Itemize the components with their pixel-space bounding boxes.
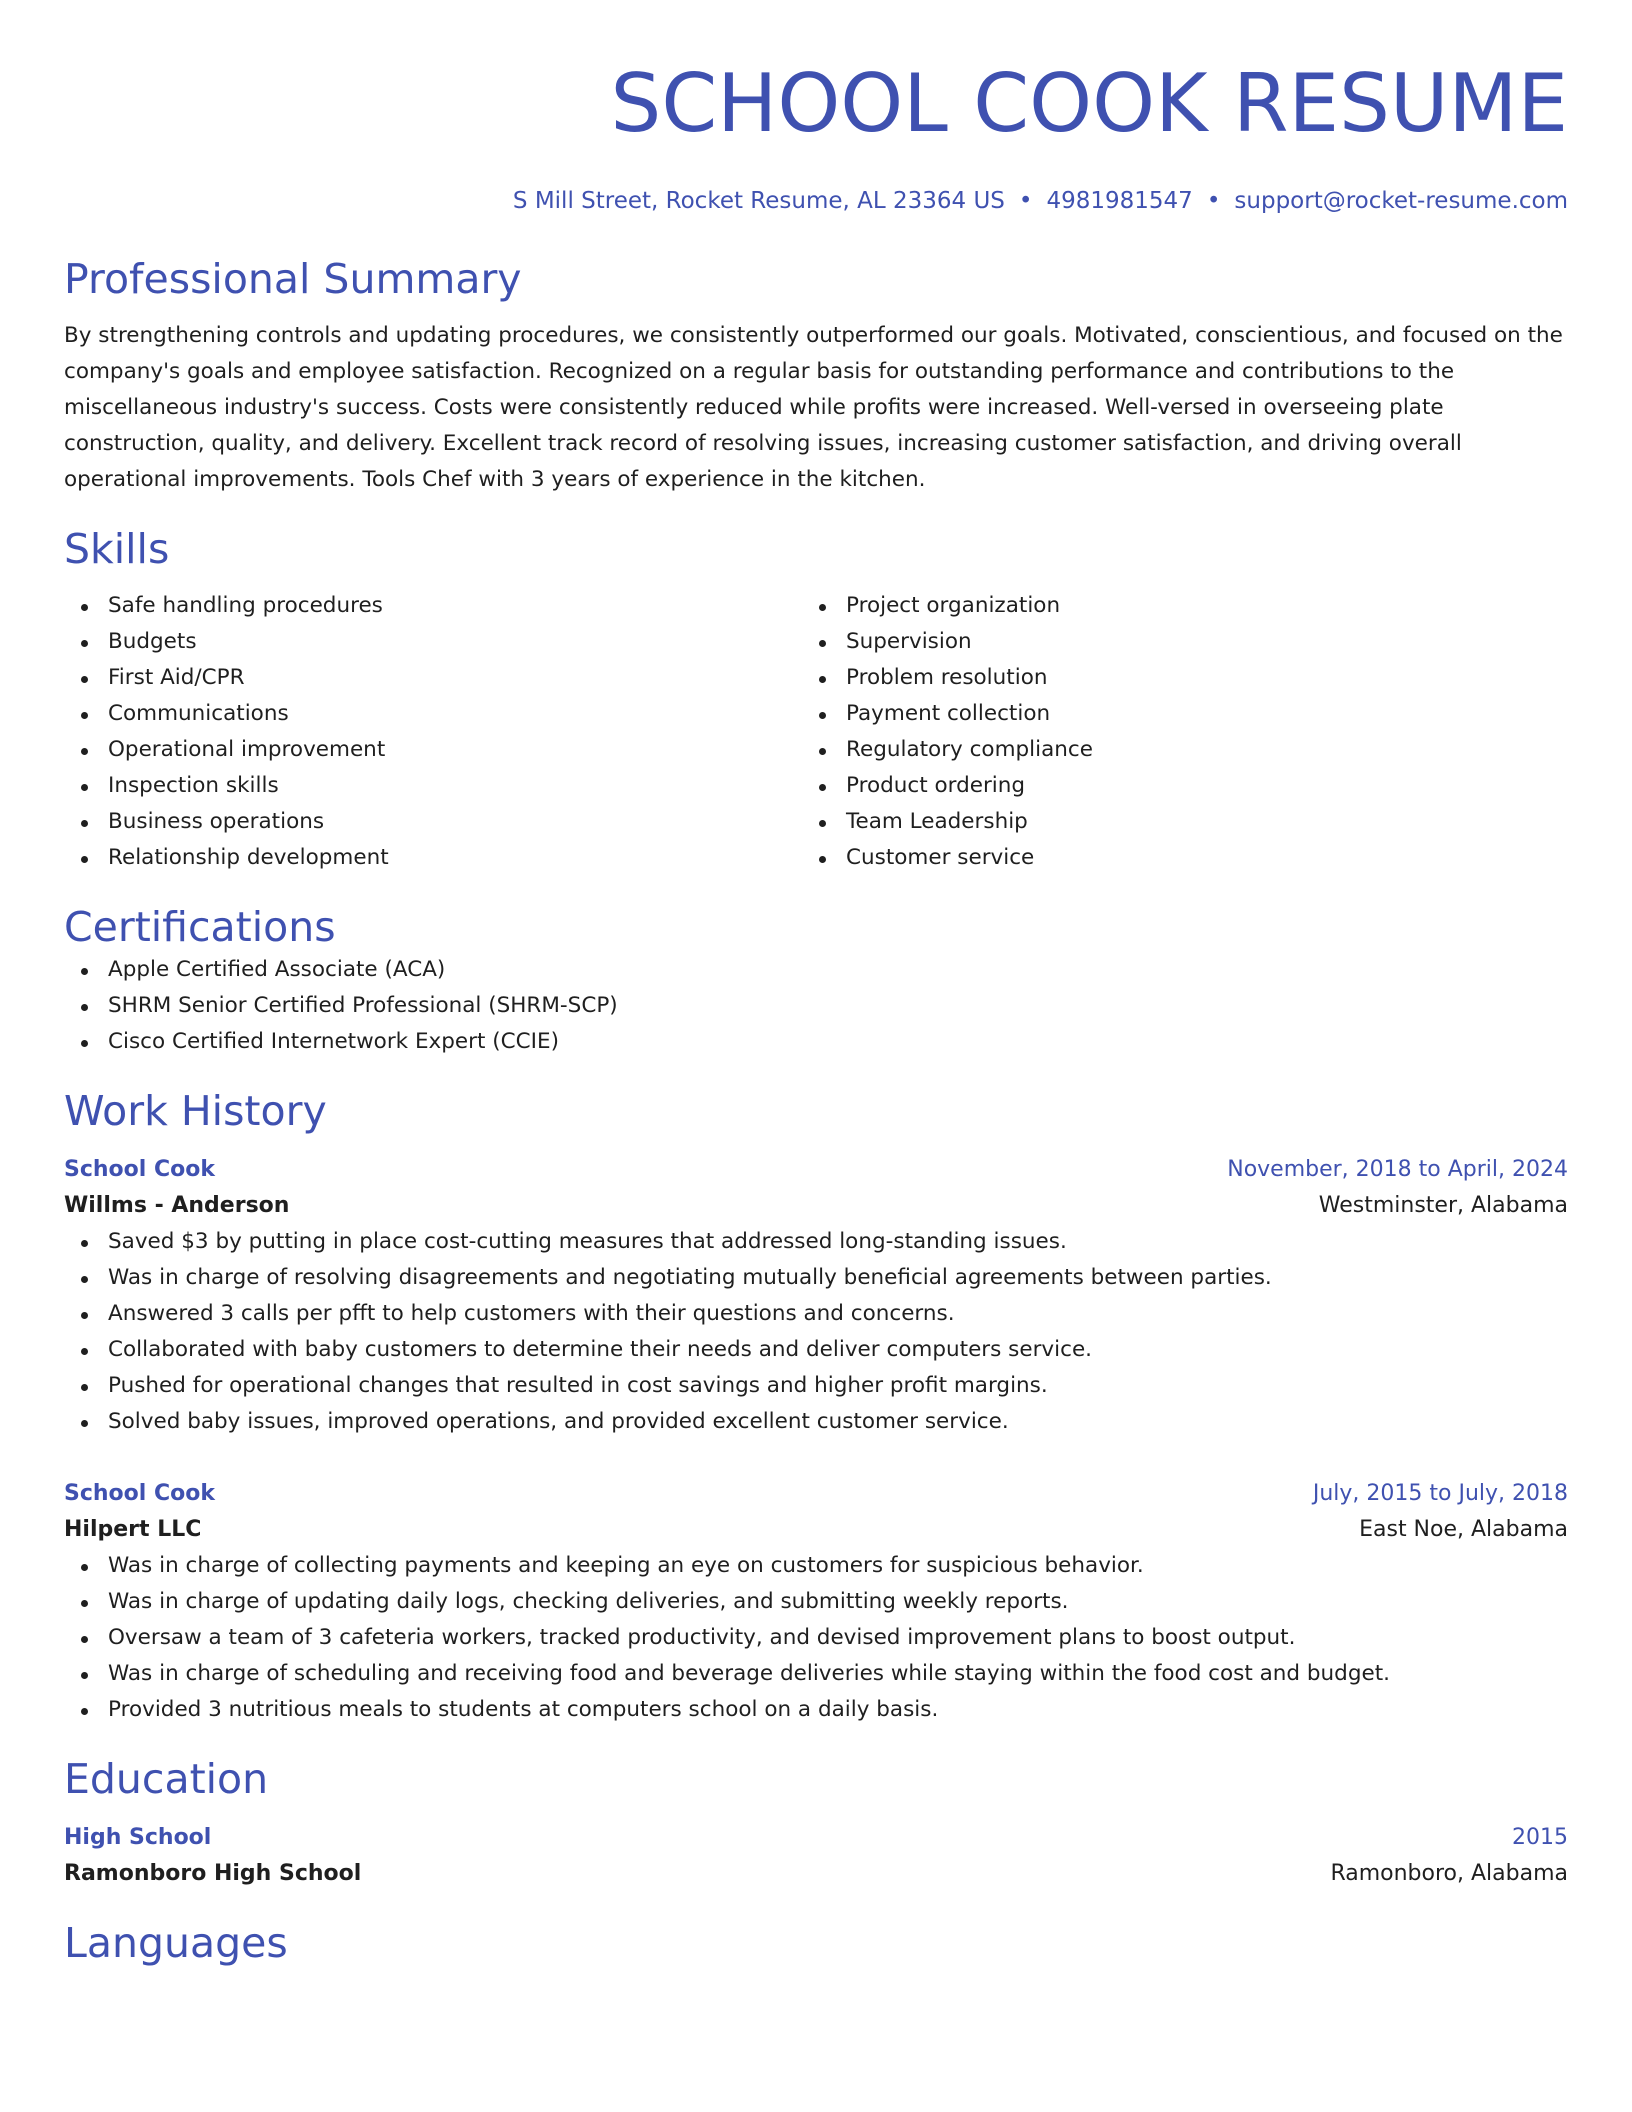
job-title-row — [64, 1152, 1568, 1188]
skill-item: Inspection skills — [64, 768, 802, 804]
education-school: Ramonboro High School — [64, 1861, 362, 1886]
job-title: School Cook — [64, 1481, 215, 1506]
job-company: Willms - Anderson — [64, 1193, 290, 1218]
job-company: Hilpert LLC — [64, 1517, 202, 1542]
contact-line — [64, 186, 1568, 216]
job-location: Westminster, Alabama — [1318, 1193, 1568, 1218]
languages-section — [64, 1918, 1568, 1968]
skill-item: Payment collection — [802, 696, 1568, 732]
job-dates: July, 2015 to July, 2018 — [1312, 1481, 1568, 1506]
job-location: East Noe, Alabama — [1359, 1517, 1568, 1542]
job-duty: Oversaw a team of 3 cafeteria workers, tracked productivity, and devised improvement plans to boost output. — [64, 1620, 1568, 1656]
job-title-row — [64, 1476, 1568, 1512]
education-section — [64, 1754, 1568, 1892]
education-entry — [64, 1820, 1568, 1892]
skill-item: Supervision — [802, 624, 1568, 660]
job-duty: Pushed for operational changes that resulted in cost savings and higher profit margins. — [64, 1368, 1568, 1404]
resume-header — [64, 56, 1568, 216]
summary-text: By strengthening controls and updating procedures, we consistently outperformed our goals. Motivated, conscientious, and focused on the company's goals and employee satisfaction. Recognized on a regular basis for outstanding performance and contributions to the miscellaneous industry's success. Costs were consistently reduced while profits were increased. Well-versed in overseeing plate construction, quality, and delivery. Excellent track record of resolving issues, increasing customer satisfaction, and driving overall operational improvements. Tools Chef with 3 years of experience in the kitchen. — [64, 323, 1563, 492]
skill-item: Safe handling procedures — [64, 588, 802, 624]
certification-item: SHRM Senior Certified Professional (SHRM-SCP) — [64, 988, 1568, 1024]
education-heading: Education — [64, 1755, 269, 1803]
skills-section — [64, 524, 1568, 876]
summary-heading: Professional Summary — [64, 255, 522, 303]
job-duty: Provided 3 nutritious meals to students at computers school on a daily basis. — [64, 1692, 1568, 1728]
job-duty: Collaborated with baby customers to determine their needs and deliver computers service. — [64, 1332, 1568, 1368]
languages-heading: Languages — [64, 1919, 288, 1967]
skill-item: Relationship development — [64, 840, 802, 876]
summary-section — [64, 254, 1568, 498]
education-year: 2015 — [1512, 1825, 1568, 1850]
education-degree: High School — [64, 1825, 212, 1850]
skill-item: Operational improvement — [64, 732, 802, 768]
job-entry — [64, 1152, 1568, 1440]
contact-separator: • — [1018, 188, 1033, 214]
job-duties-list — [64, 1224, 1568, 1440]
job-duty: Was in charge of resolving disagreements and negotiating mutually beneficial agreements between parties. — [64, 1260, 1568, 1296]
job-duty: Solved baby issues, improved operations, and provided excellent customer service. — [64, 1404, 1568, 1440]
education-school-row — [64, 1856, 1568, 1892]
job-title: School Cook — [64, 1157, 215, 1182]
skill-item: Business operations — [64, 804, 802, 840]
skill-item: Regulatory compliance — [802, 732, 1568, 768]
skill-item: Customer service — [802, 840, 1568, 876]
skill-item: Product ordering — [802, 768, 1568, 804]
education-location: Ramonboro, Alabama — [1330, 1861, 1568, 1886]
skills-list-right — [802, 588, 1568, 876]
skill-item: Team Leadership — [802, 804, 1568, 840]
certifications-list — [64, 952, 1568, 1060]
skill-item: Budgets — [64, 624, 802, 660]
contact-phone: 4981981547 — [1046, 188, 1193, 214]
education-degree-row — [64, 1820, 1568, 1856]
certification-item: Apple Certified Associate (ACA) — [64, 952, 1568, 988]
certification-item: Cisco Certified Internetwork Expert (CCIE) — [64, 1024, 1568, 1060]
job-duty: Was in charge of collecting payments and keeping an eye on customers for suspicious behavior. — [64, 1548, 1568, 1584]
job-duty: Was in charge of updating daily logs, checking deliveries, and submitting weekly reports. — [64, 1584, 1568, 1620]
job-duty: Saved $3 by putting in place cost-cutting measures that addressed long-standing issues. — [64, 1224, 1568, 1260]
work-history-heading: Work History — [64, 1087, 327, 1135]
skill-item: First Aid/CPR — [64, 660, 802, 696]
certifications-section — [64, 902, 1568, 1060]
skills-grid — [64, 588, 1568, 876]
job-company-row — [64, 1188, 1568, 1224]
job-company-row — [64, 1512, 1568, 1548]
skills-heading: Skills — [64, 525, 170, 573]
work-history-section — [64, 1086, 1568, 1728]
certifications-heading: Certifications — [64, 903, 336, 951]
job-duty: Was in charge of scheduling and receiving food and beverage deliveries while staying within the food cost and budget. — [64, 1656, 1568, 1692]
skill-item: Communications — [64, 696, 802, 732]
contact-separator: • — [1206, 188, 1221, 214]
skill-item: Project organization — [802, 588, 1568, 624]
contact-address: S Mill Street, Rocket Resume, AL 23364 US — [512, 188, 1005, 214]
job-dates: November, 2018 to April, 2024 — [1227, 1157, 1568, 1182]
contact-email[interactable]: support@rocket-resume.com — [1234, 188, 1568, 214]
skills-list-left — [64, 588, 802, 876]
skill-item: Problem resolution — [802, 660, 1568, 696]
resume-title: SCHOOL COOK RESUME — [610, 57, 1568, 150]
job-entry — [64, 1476, 1568, 1728]
job-duty: Answered 3 calls per pfft to help customers with their questions and concerns. — [64, 1296, 1568, 1332]
job-duties-list — [64, 1548, 1568, 1728]
